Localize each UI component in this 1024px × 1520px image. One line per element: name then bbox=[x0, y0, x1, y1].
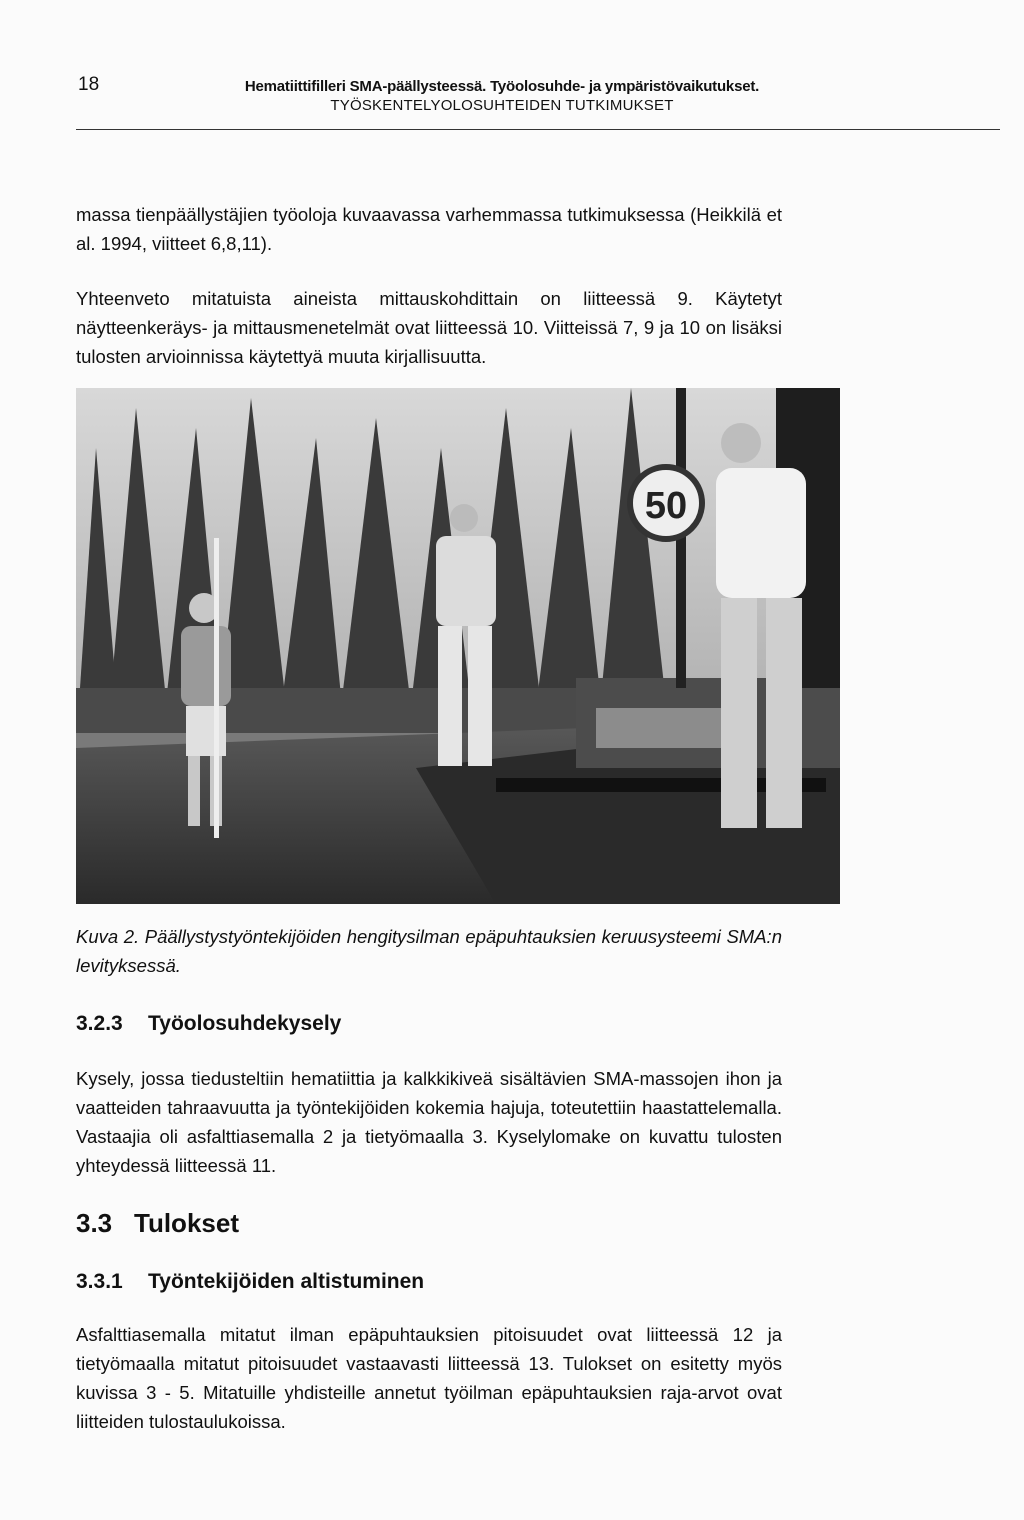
section-title: Työntekijöiden altistuminen bbox=[148, 1270, 425, 1293]
section-heading-33 bbox=[76, 1208, 239, 1239]
section-heading-323 bbox=[76, 1012, 341, 1036]
section-number: 3.2.3 bbox=[76, 1012, 123, 1035]
paragraph-exposure: Asfalttiasemalla mitatut ilman epäpuhtauksien pitoisuudet ovat liitteessä 12 ja tietyömaalla mitatut pitoisuudet vastaavasti liitteessä 13. Tulokset on esitetty myös kuvissa 3 - 5. Mitatuille yhdisteille annetut työilman epäpuhtauksien raja-arvot ovat liitteiden tulostaulukoissa. bbox=[76, 1324, 782, 1432]
section-heading-331 bbox=[76, 1270, 424, 1294]
section-number: 3.3.1 bbox=[76, 1270, 123, 1293]
sign-text: 50 bbox=[644, 485, 688, 527]
section-number: 3.3 bbox=[76, 1208, 113, 1238]
paragraph-intro: massa tienpäällystäjien työoloja kuvaavassa varhemmassa tutkimuksessa (Heikkilä et al. 1994, viitteet 6,8,11). bbox=[76, 204, 782, 254]
photo-illustration bbox=[76, 388, 840, 904]
section-title: Tulokset bbox=[134, 1208, 239, 1238]
figure-photo bbox=[76, 388, 840, 904]
paragraph-summary: Yhteenveto mitatuista aineista mittauskohdittain on liitteessä 9. Käytetyt näytteenkeräys- ja mittausmenetelmät ovat liitteessä 10. Viitteissä 7, 9 ja 10 on lisäksi tulosten arvioinnissa käytettyä muuta kirjallisuutta. bbox=[76, 288, 782, 367]
header-rule bbox=[76, 129, 1000, 130]
speed-limit-sign bbox=[630, 467, 702, 539]
section-title: Työolosuhdekysely bbox=[148, 1012, 342, 1035]
paragraph-survey: Kysely, jossa tiedusteltiin hematiittia ja kalkkikiveä sisältävien SMA-massojen ihon ja vaatteiden tahraavuutta ja työntekijöiden kokemia hajuja, toteutettiin haastattelemalla. Vastaajia oli asfalttiasemalla 2 ja tietyömaalla 3. Kyselylomake on kuvattu tulosten yhteydessä liitteessä 11. bbox=[76, 1068, 782, 1176]
header-title: Hematiittifilleri SMA-päällysteessä. Työolosuhde- ja ympäristövaikutukset. bbox=[244, 78, 760, 95]
running-header bbox=[152, 78, 852, 114]
header-subtitle: TYÖSKENTELYOLOSUHTEIDEN TUTKIMUKSET bbox=[330, 97, 674, 114]
page-number: 18 bbox=[78, 74, 100, 95]
figure-caption: Kuva 2. Päällystystyöntekijöiden hengitysilman epäpuhtauksien keruusysteemi SMA:n levityksessä. bbox=[76, 926, 782, 976]
